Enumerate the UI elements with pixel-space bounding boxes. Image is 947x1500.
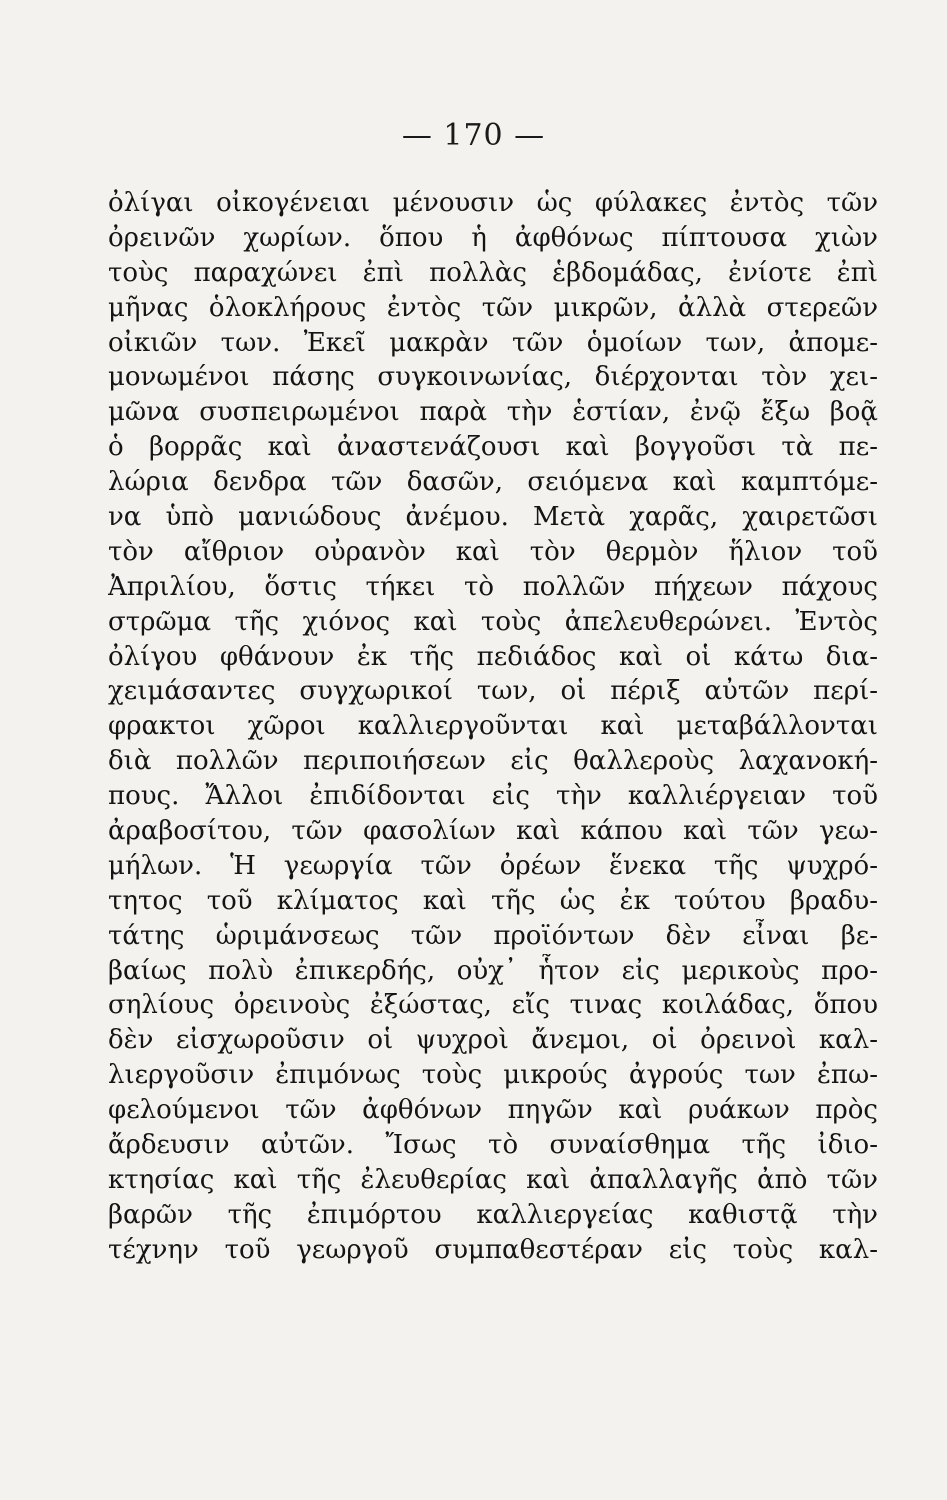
text-line: μονωμένοι πάσης συγκοινωνίας, διέρχονται τὸν χει- <box>108 362 878 393</box>
text-line: ὁ βορρᾶς καὶ ἀναστενάζουσι καὶ βογγοῦσι τὰ πε- <box>108 432 878 463</box>
text-line: σηλίους ὀρεινοὺς ἐξώστας, εἴς τινας κοιλάδας, ὅπου <box>108 990 878 1021</box>
text-line: ἄρδευσιν αὐτῶν. Ἴσως τὸ συναίσθημα τῆς ἰδιο- <box>108 1130 878 1161</box>
text-line: ἀραβοσίτου, τῶν φασολίων καὶ κάπου καὶ τῶν γεω- <box>108 816 878 847</box>
text-line: τοὺς παραχώνει ἐπὶ πολλὰς ἑβδομάδας, ἐνίοτε ἐπὶ <box>108 257 878 288</box>
text-line: μήλων. Ἡ γεωργία τῶν ὀρέων ἕνεκα τῆς ψυχρό- <box>108 850 878 881</box>
text-line: χειμάσαντες συγχωρικοί των, οἱ πέριξ αὐτῶν περί- <box>108 676 878 707</box>
text-line: βαίως πολὺ ἐπικερδής, οὐχ᾽ ἧτον εἰς μερικοὺς προ- <box>108 955 878 986</box>
text-line: ὀρεινῶν χωρίων. ὅπου ἡ ἀφθόνως πίπτουσα χιὼν <box>108 222 878 253</box>
text-line: λώρια δενδρα τῶν δασῶν, σειόμενα καὶ καμπτόμε- <box>108 467 878 498</box>
text-line: φρακτοι χῶροι καλλιεργοῦνται καὶ μεταβάλλονται <box>108 711 878 742</box>
text-line: βαρῶν τῆς ἐπιμόρτου καλλιεργείας καθιστᾷ τὴν <box>108 1199 878 1230</box>
text-line: δὲν εἰσχωροῦσιν οἱ ψυχροὶ ἄνεμοι, οἱ ὀρεινοὶ καλ- <box>108 1025 878 1056</box>
text-line: οἰκιῶν των. Ἐκεῖ μακρὰν τῶν ὁμοίων των, ἀπομε- <box>108 327 878 358</box>
text-line: φελούμενοι τῶν ἀφθόνων πηγῶν καὶ ρυάκων πρὸς <box>108 1095 878 1126</box>
text-line: Ἀπριλίου, ὅστις τήκει τὸ πολλῶν πήχεων πάχους <box>108 571 878 602</box>
text-line: πους. Ἄλλοι ἐπιδίδονται εἰς τὴν καλλιέργειαν τοῦ <box>108 781 878 812</box>
text-line: τάτης ὡριμάνσεως τῶν προϊόντων δὲν εἶναι βε- <box>108 920 878 951</box>
text-line: μῶνα συσπειρωμένοι παρὰ τὴν ἑστίαν, ἐνῷ ἔξω βοᾷ <box>108 397 878 428</box>
text-line: κτησίας καὶ τῆς ἐλευθερίας καὶ ἀπαλλαγῆς ἀπὸ τῶν <box>108 1164 878 1195</box>
page-number: — 170 — <box>401 118 546 153</box>
text-line: διὰ πολλῶν περιποιήσεων εἰς θαλλεροὺς λαχανοκή- <box>108 746 878 777</box>
text-line: να ὑπὸ μανιώδους ἀνέμου. Μετὰ χαρᾶς, χαιρετῶσι <box>108 502 878 533</box>
text-line: στρῶμα τῆς χιόνος καὶ τοὺς ἀπελευθερώνει. Ἐντὸς <box>108 606 878 637</box>
text-line: τὸν αἴθριον οὐρανὸν καὶ τὸν θερμὸν ἥλιον τοῦ <box>108 536 878 567</box>
text-line: τητος τοῦ κλίματος καὶ τῆς ὡς ἐκ τούτου βραδυ- <box>108 885 878 916</box>
text-line: τέχνην τοῦ γεωργοῦ συμπαθεστέραν εἰς τοὺς καλ- <box>108 1234 878 1265</box>
text-line: λιεργοῦσιν ἐπιμόνως τοὺς μικρούς ἀγρούς των ἐπω- <box>108 1060 878 1091</box>
body-text <box>108 186 878 1268</box>
text-line: ὀλίγου φθάνουν ἐκ τῆς πεδιάδος καὶ οἱ κάτω δια- <box>108 641 878 672</box>
text-line: μῆνας ὁλοκλήρους ἐντὸς τῶν μικρῶν, ἀλλὰ στερεῶν <box>108 292 878 323</box>
text-line: ὀλίγαι οἰκογένειαι μένουσιν ὡς φύλακες ἐντὸς τῶν <box>108 188 878 218</box>
